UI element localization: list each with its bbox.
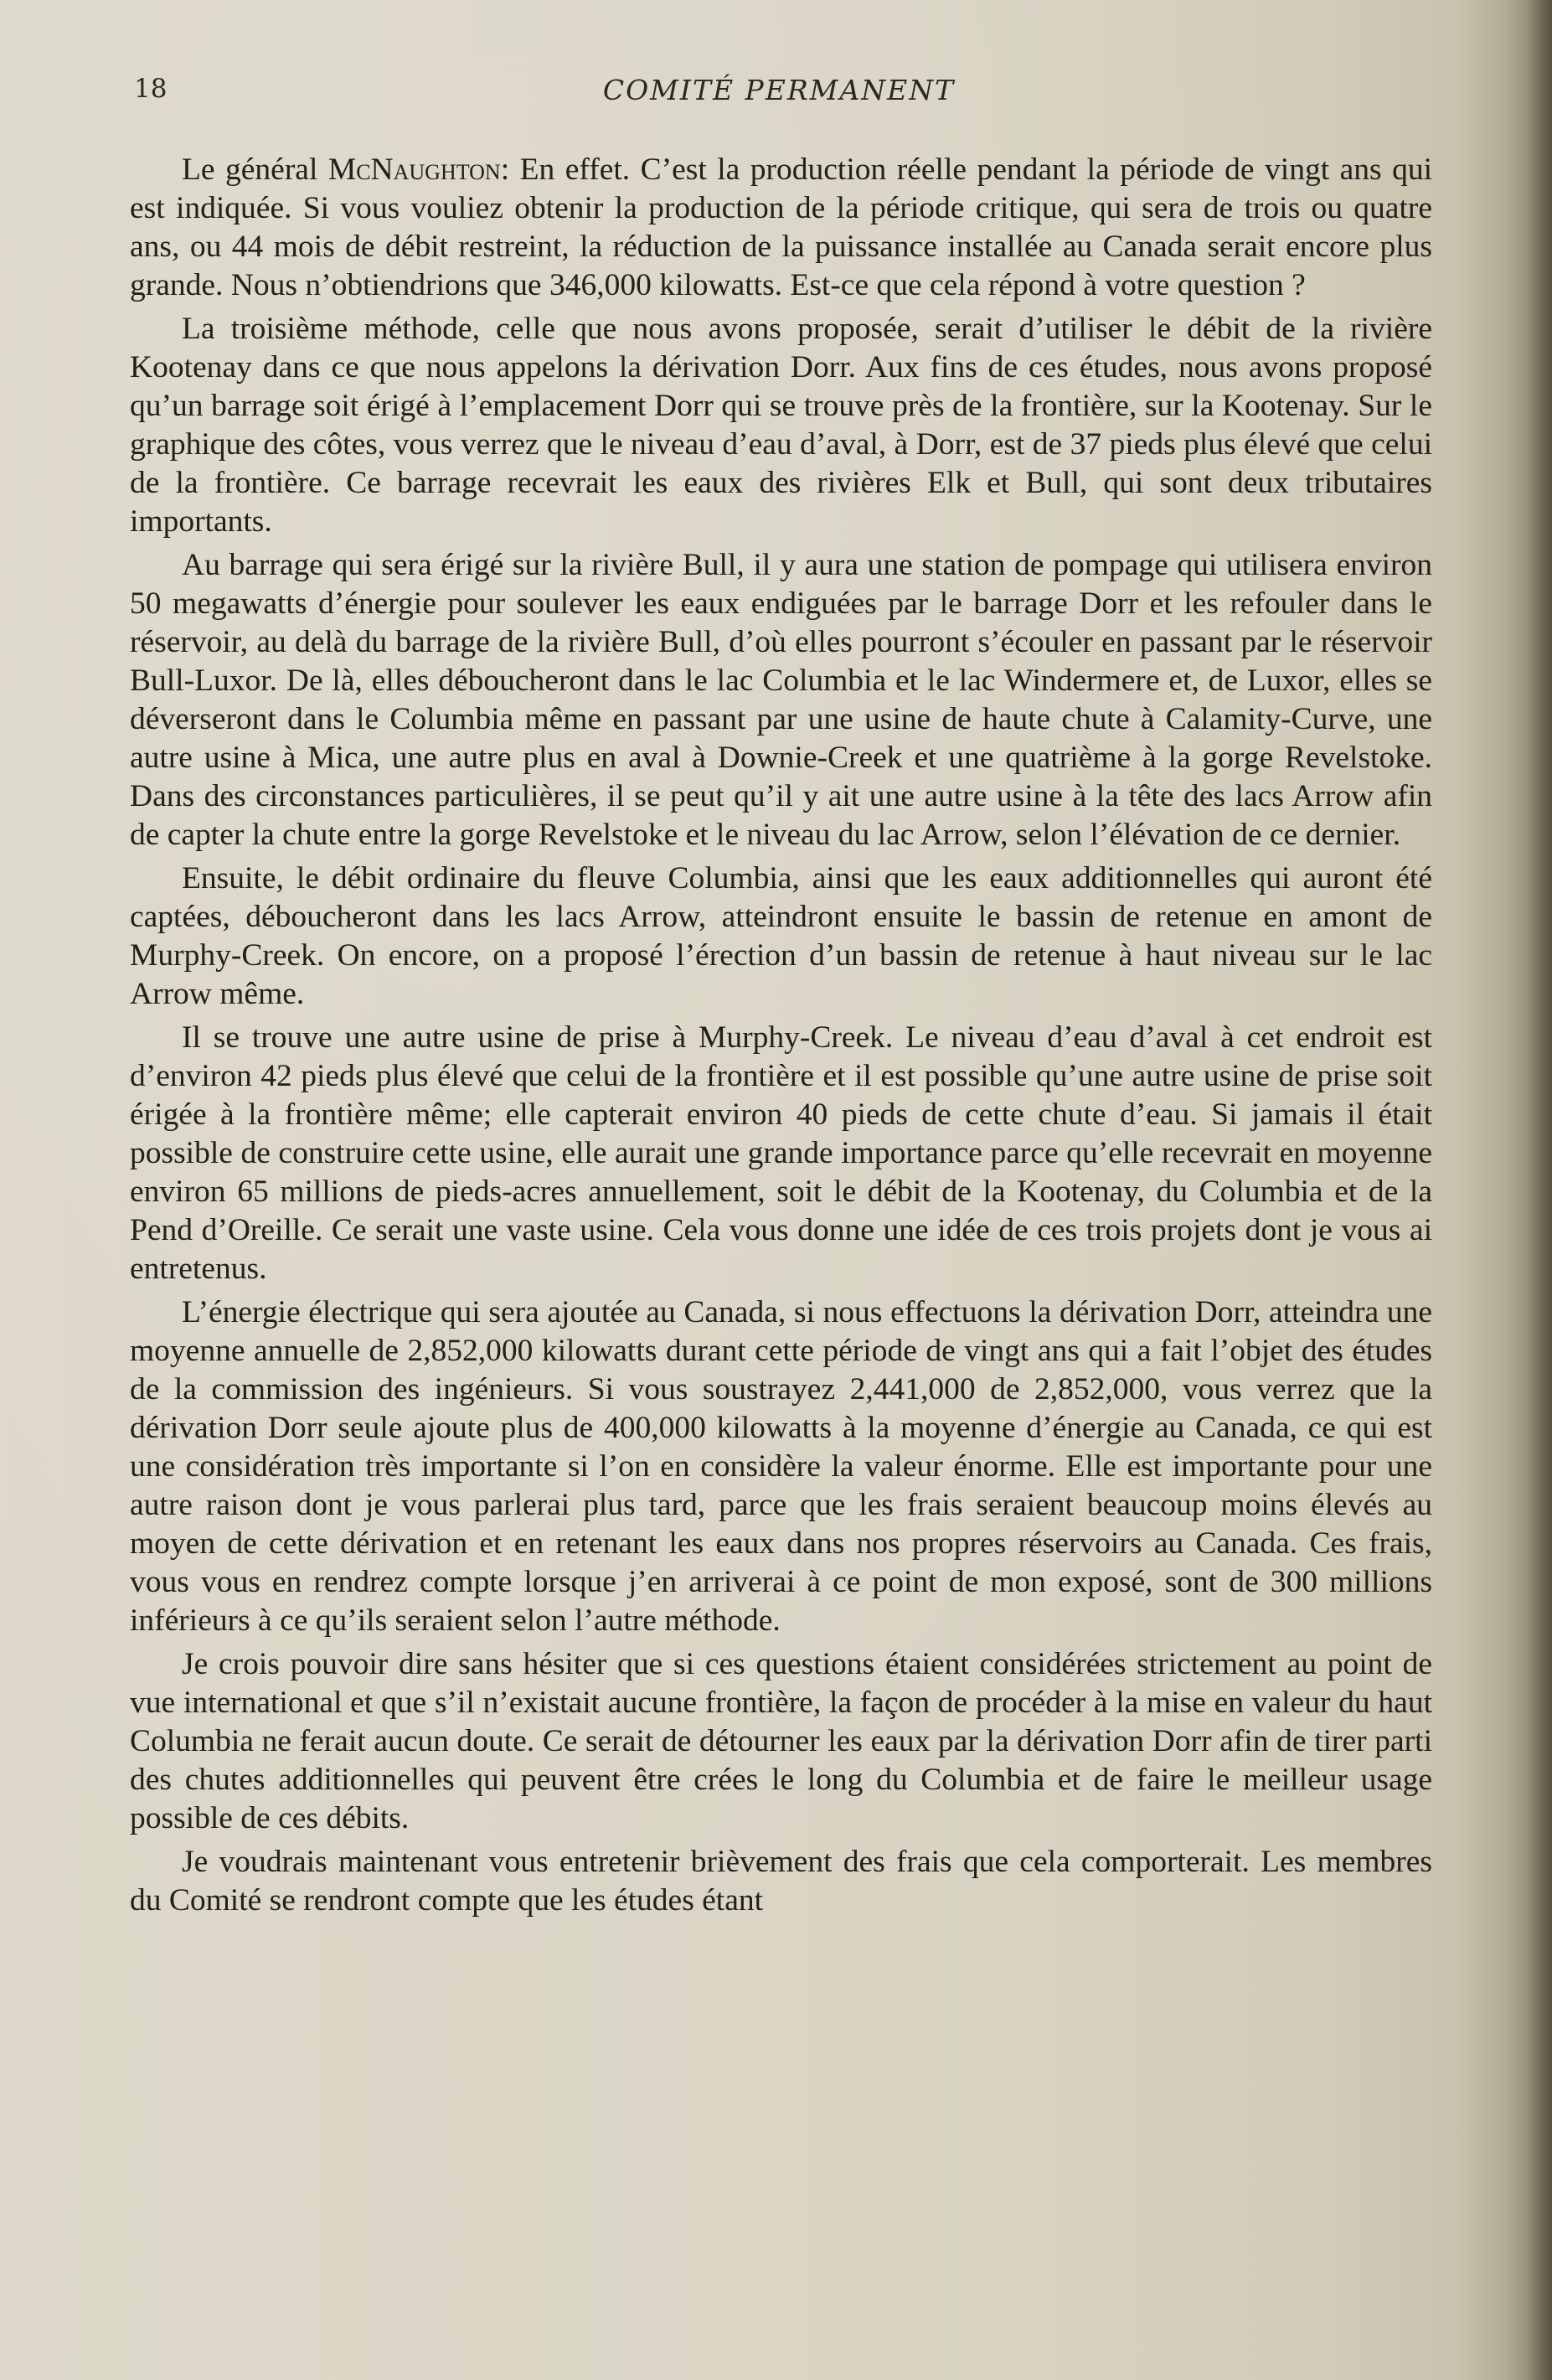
running-title: COMITÉ PERMANENT bbox=[602, 74, 956, 106]
speaker-colon: : bbox=[500, 152, 510, 187]
paragraph: Au barrage qui sera érigé sur la rivière Bull, il y aura une station de pompage qui utilisera environ 50 megawatts d’énergie pour soulever les eaux endiguées par le barrage Dorr et les refouler dans le réservoir, au delà du barrage de la rivière Bull, d’où elles pourront s’écouler en passant par le réservoir Bull-Luxor. De là, elles déboucheront dans le lac Columbia et le lac Windermere et, de Luxor, elles se déverseront dans le Columbia même en passant par une usine de haute chute à Calamity-Curve, une autre usine à Mica, une autre plus en aval à Downie-Creek et une quatrième à la gorge Revelstoke. Dans des circonstances particulières, il se peut qu’il y ait une autre usine à la tête des lacs Arrow afin de capter la chute entre la gorge Revelstoke et le niveau du lac Arrow, selon l’élévation de ce dernier. bbox=[130, 548, 1432, 852]
paragraph: Je crois pouvoir dire sans hésiter que si ces questions étaient considérées strictement au point de vue international et que s’il n’existait aucune frontière, la façon de procéder à la mise en valeur du haut Columbia ne ferait aucun doute. Ce serait de détourner les eaux par la dérivation Dorr afin de tirer parti des chutes additionnelles qui peuvent être crées le long du Columbia et de faire le meilleur usage possible de ces débits. bbox=[130, 1647, 1432, 1835]
paragraph-text: En effet. C’est la production réelle pendant la période de vingt ans qui est indiquée. Si vous vouliez obtenir la production de la période critique, qui sera de trois ou quatre ans, ou 44 mois de débit restreint, la réduction de la puissance installée au Canada serait encore plus grande. Nous n’obtiendrions que 346,000 kilowatts. Est-ce que cela répond à votre question ? bbox=[130, 152, 1432, 302]
body-text bbox=[130, 151, 1432, 1925]
paragraph: Je voudrais maintenant vous entretenir brièvement des frais que cela comporterait. Les membres du Comité se rendront compte que les études étant bbox=[130, 1845, 1432, 1918]
paragraph: Il se trouve une autre usine de prise à Murphy-Creek. Le niveau d’eau d’aval à cet endroit est d’environ 42 pieds plus élevé que celui de la frontière et il est possible qu’une autre usine de prise soit érigée à la frontière même; elle capterait environ 40 pieds de cette chute d’eau. Si jamais il était possible de construire cette usine, elle aurait une grande importance parce qu’elle recevrait en moyenne environ 65 millions de pieds-acres annuellement, soit le débit de la Kootenay, du Columbia et de la Pend d’Oreille. Ce serait une vaste usine. Cela vous donne une idée de ces trois projets dont je vous ai entretenus. bbox=[130, 1020, 1432, 1286]
page-number: 18 bbox=[134, 74, 168, 104]
page-header bbox=[126, 74, 1432, 124]
speaker-title: Le général bbox=[182, 152, 318, 187]
paragraph: L’énergie électrique qui sera ajoutée au Canada, si nous effectuons la dérivation Dorr, atteindra une moyenne annuelle de 2,852,000 kilowatts durant cette période de vingt ans qui a fait l’objet des études de la commission des ingénieurs. Si vous soustrayez 2,441,000 de 2,852,000, vous verrez que la dérivation Dorr seule ajoute plus de 400,000 kilowatts à la moyenne d’énergie au Canada, ce qui est une considération très importante si l’on en considère la valeur énorme. Elle est importante pour une autre raison dont je vous parlerai plus tard, parce que les frais seraient beaucoup moins élevés au moyen de cette dérivation et en retenant les eaux dans nos propres réservoirs au Canada. Ces frais, vous vous en rendrez compte lorsque j’en arriverai à ce point de mon exposé, sont de 300 millions inférieurs à ce qu’ils seraient selon l’autre méthode. bbox=[130, 1295, 1432, 1638]
paragraph bbox=[130, 151, 1432, 305]
speaker-name: McNaughton bbox=[327, 152, 501, 187]
paragraph: La troisième méthode, celle que nous avons proposée, serait d’utiliser le débit de la rivière Kootenay dans ce que nous appelons la dérivation Dorr. Aux fins de ces études, nous avons proposé qu’un barrage soit érigé à l’emplacement Dorr qui se trouve près de la frontière, sur la Kootenay. Sur le graphique des côtes, vous verrez que le niveau d’eau d’aval, à Dorr, est de 37 pieds plus élevé que celui de la frontière. Ce barrage recevrait les eaux des rivières Elk et Bull, qui sont deux tributaires importants. bbox=[130, 312, 1432, 539]
paragraph: Ensuite, le débit ordinaire du fleuve Columbia, ainsi que les eaux additionnelles qui auront été captées, déboucheront dans les lacs Arrow, atteindront ensuite le bassin de retenue en amont de Murphy-Creek. On encore, on a proposé l’érection d’un bassin de retenue à haut niveau sur le lac Arrow même. bbox=[130, 861, 1432, 1011]
